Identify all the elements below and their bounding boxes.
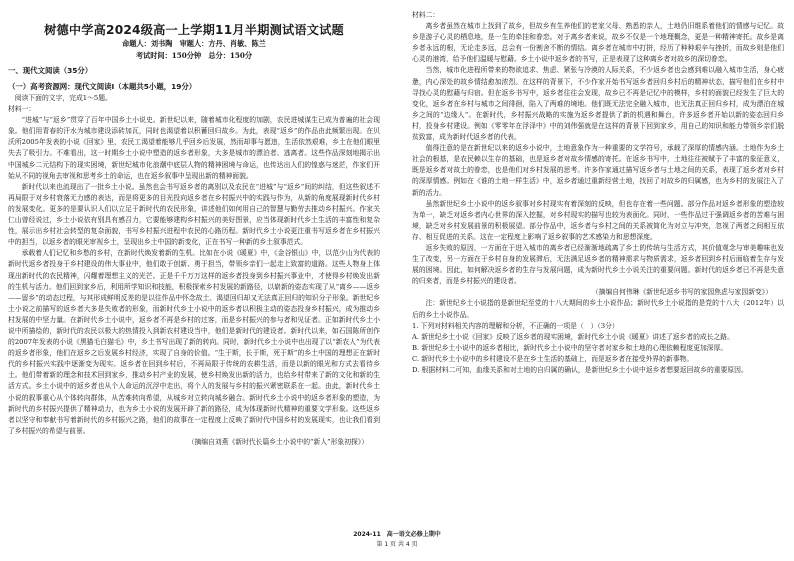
exam-authors: 命题人：刘书陶 审题人：方丹、肖敏、陈兰: [122, 39, 266, 48]
question1-option-c: C. 新时代乡土小说中的乡村建设不是在乡土生活的基础上，而是返乡者在接受外界的新事物。: [412, 354, 694, 363]
material1-source: （摘编自刘燕《新时代长篇乡土小说中的“新人”形象初探》）: [187, 437, 368, 446]
material2-paragraph-1: 离乡者虽然在城市上找到了故乡，但故乡有生养他们的老家父母、熟悉的亲人，土地仍旧维系着他们的情感与记忆。故乡是游子心灵的栖息地，是一生的牵挂和眷恋。对于离乡者来说，故乡不仅是一个地理概念，更是一种精神寄托。故乡是离乡者永远的根，无论走多远，总会有一份割舍不断的情结。离乡者在城市中打拼，经历了种种艰辛与挫折，而故乡则是他们心灵的港湾，给予他们温暖与慰藉。乡土小说中返乡者的书写，正是表现了这种离乡者对故乡的深切眷恋。: [412, 22, 784, 64]
material1-paragraph-2: 新时代以来也流现出了一批乡土小说。虽然也会书写返乡者的离别以及农民在“进城”与“返乡”间的纠结，但这些叙述不再局限于对乡村衰落无力感的表达，而是将更多的目光投向返乡者在乡村振兴中的实践与作为，从新的角度展现新时代乡村的发展变化。更多的是要认识人们以立足于新时代的农民形象，讲述他们如何用自己的智慧与勤劳去推动乡村振兴。作家关仁山曾经说过，乡土小说依有别具有感召力，它要能够建构乡村振兴的美好图景，应当体现新时代乡土生活的丰富性和复杂性，展示出乡村社会转型的复杂面貌，书写乡村振兴进程中农民的心路历程。新时代乡土小说更注重书写返乡者在乡村振兴中的担当，以返乡者的眼光审视乡土，呈现出乡土中国的新变化，正在书写一种新的乡土叙事范式。: [8, 182, 380, 247]
instruction: 阅读下面的文字，完成1～5题。: [14, 94, 112, 102]
material2-label: 材料二：: [412, 11, 440, 19]
material2-paragraph-5: 返乡失败的原因，一方面在于进入城市的离乡者已经渐渐地疏离了乡土的传统与生活方式，其价值观念与审美趣味也发生了改变，另一方面在于乡村自身的发展滞后，无法满足返乡者的精神需求与物质需求，返乡者回到乡村后面临着生存与发展的困境。因此，如何解决返乡者的生存与发展问题，成为新时代乡土小说关注的重要问题。新时代的返乡者已不再是失意的归来者，而是乡村振兴的建设者。: [412, 243, 784, 286]
material2-paragraph-4: 虽然新世纪乡土小说中的返乡叙事对乡村现实有着深刻的反映，但也存在着一些问题。部分作品对返乡者形象的塑造较为单一，缺乏对返乡者内心世界的深入挖掘，对乡村现实的描写也较为表面化。同时，一些作品过于强调返乡者的苦难与困境，缺乏对乡村发展前景的积极展望。部分作品中，返乡者与乡村之间的关系被简化为对立与冲突，忽视了两者之间相互依存、相互促进的关系。这在一定程度上影响了返乡叙事的艺术感染力和思想深度。: [412, 199, 784, 241]
material1-paragraph-1: “进城”与“返乡”贯穿了百年中国乡土小说史。新世纪以来，随着城市化程度的加剧，农民进城谋生已成为普遍的社会现象。他们用青春的汗水为城市建设添砖加瓦，同时也渴望着以积蓄回归故乡。为此，表现“返乡”的作品由此频繁出现。在贝沃所2005年发表的小说《回家》里，农民工渴望着能够几乎回乡后发展，然而却事与愿违，生活依然艰难，乡土在他们眼里失去了吸引力。不难看出，这一时期乡土小说中塑造的返乡者形象，大多是城市的漂泊者、逃离者。这些作品深刻地揭示出中国城乡二元结构下的现实困境，新世纪城市化浪潮中底层人物的精神困境与命运，也传达出人们的惶惑与迷茫，作家们开始从不同的视角去审视和思考乡土的命运，也在返乡叙事中呈现出新的精神面貌。: [8, 116, 380, 180]
question1-option-d: D. 根据材料二可知，血缘关系和对土地的自归属的确认，是新世纪乡土小说中返乡者想要返回故乡的重要原因。: [412, 366, 748, 374]
material1-label: 材料一：: [8, 105, 36, 114]
right-column: [412, 10, 784, 376]
material1-paragraph-3: 承载着人们记忆和乡愁的乡村，在新时代焕发着新的生机。比如在小说《暖夏》中，《金谷银山》中，以范少山为代表的新时代返乡者投身于乡村建设的伟大事业中，他们敢于创新、勇于担当，带领乡亲们一起走上致富的道路。这些人物身上体现出新时代的农民精神，闪耀着理想主义的光芒。正是千千万万这样的返乡者投身到乡村振兴事业中，才使得乡村焕发出新的生机与活力。他们回到家乡后，利用所学知识和技能，积极探索乡村发展的新路径，以崭新的姿态实现了从“离乡——返乡——留乡”的动态过程，与其形成鲜明反差的是以往作品中怀念故土、渴望回归却又无法真正回归的知识分子形象。新世纪乡土小说之前描写的返乡者大多是失败者的形象，而新时代乡土小说中的返乡者以积极主动的姿态投身乡村振兴，成为推动乡村发展的中坚力量。在新时代乡土小说中，返乡者不再是乡村的过客，而是乡村振兴的参与者和见证者。正如新时代乡土小说中所描绘的，新时代的农民以极大的热情投入到新农村建设当中，他们是新时代的建设者。新时代以来，如石国陈所创作的2007年发表的小说《黑猫毛白猫毛》中，乡土书写出现了新的转向。同时，新时代乡土小说中也出现了以“新农人”为代表的返乡者形象，他们在返乡之后发展乡村经济，实现了自身的价值。“生于斯，长于斯，死于斯”的乡土中国的理想正在新时代的乡村振兴实践中逐渐变为现实。返乡者在回到乡村后，不再局限于传统的农耕生活，而是以新的眼光和方式去看待乡土。他们带着新的理念和技术回到家乡，推动乡村产业的发展，使乡村焕发出新的活力，也给乡村带来了新的文化和新的生活方式。乡土小说中的返乡者也从个人命运的沉浮中走出，将个人的发展与乡村的振兴紧密联系在一起。由此，新时代乡土小说的叙事重心从个体转向群体，从苦难转向希望，从城乡对立转向城乡融合。新时代乡土小说中的返乡者形象的塑造，为新时代的乡村振兴提供了精神动力，也为乡土小说的发展开辟了新的路径，成为体现新时代精神的重要文学形象。这些返乡者以坚守和奉献书写着新时代的乡村振兴之路，他们的故事在一定程度上反映了新时代中国乡村的发展现实，也让我们看到了乡村振兴的希望与前景。: [8, 249, 380, 435]
question1-stem: 1. 下列对材料相关内容的理解和分析，不正确的一项是（ ）（3分）: [412, 321, 619, 330]
material2-paragraph-3: 值得注意的是在新世纪以来的返乡小说中，土地意象作为一种重要的文学符号，承载了深厚的情感内涵。土地作为乡土社会的根基，是农民赖以生存的基础，也是返乡者对故乡情感的寄托。在返乡书写中，土地往往被赋予了丰富的象征意义，既是返乡者对故土的眷恋，也是他们对乡村发展的思考。许多作家通过描写返乡者与土地之间的关系，表现了返乡者对乡村的深厚情感。例如在《谁的土地一样生活》中，返乡者通过重新经营土地，找回了对故乡的归属感，也为乡村的发展注入了新的活力。: [412, 144, 784, 197]
exam-title: 树德中学高2024级高一上学期11月半期测试语文试题: [44, 23, 344, 37]
material2-source: （摘编自何伟琳《新世纪返乡书写的家园焦虑与家园新变》）: [591, 288, 772, 297]
material2-paragraph-2: 当然，城市化进程所带来的物欲追求、焦虑、紧张与冷漠的人际关系，不少返乡者也会感到难以融入城市生活，身心疲惫，内心深处的故乡情结愈加浓烈。在这样的背景下，不少作家开始书写返乡者回归乡村后的精神状态，描写他们在乡村中寻找心灵的慰藉与归宿。但在返乡书写中，返乡者往往会发现，故乡已不再是记忆中的模样，乡村的面貌已经发生了巨大的变化，返乡者在乡村与城市之间徘徊，陷入了两难的境地。他们既无法完全融入城市，也无法真正回归乡村，成为漂泊在城乡之间的“边缘人”。在新时代，乡村振兴战略的实施为返乡者提供了新的机遇和舞台，许多返乡者开始以新的姿态回归乡村，投身乡村建设。例如《零零年在浮泽中》中的刘伟强就是在这样的背景下回到家乡，用自己的知识和能力带领乡亲们脱贫致富，成为新时代返乡者的代表。: [412, 66, 784, 142]
question1-option-b: B. 新世纪乡土小说中的返乡者相比，新时代乡土小说中的坚守者对家乡和土地的心理依赖程度更加深厚。: [412, 343, 728, 352]
footer-page-number: 第 1 页 共 4 页: [376, 541, 418, 548]
left-column: [8, 10, 380, 448]
footer-exam-code: 2024-11 高一语文必修上期中: [353, 531, 441, 538]
exam-info: 考试时间：150分钟 总分：150分: [135, 51, 253, 60]
material2-note: 注：新世纪乡土小说指的是新世纪至党的十八大期间的乡土小说作品；新时代乡土小说指的是党的十八大（2012年）以后的乡土小说作品。: [412, 299, 784, 319]
section-heading: 一、现代文阅读（35分）: [8, 66, 93, 75]
subsection-heading: （一）高考资源网：现代文阅读Ⅰ（本题共5小题，19分）: [8, 81, 197, 91]
question1-option-a: A. 新世纪乡土小说《回家》反映了返乡者的现实困境，新时代乡土小说《暖夏》讲述了返乡者的成长之路。: [412, 332, 734, 341]
